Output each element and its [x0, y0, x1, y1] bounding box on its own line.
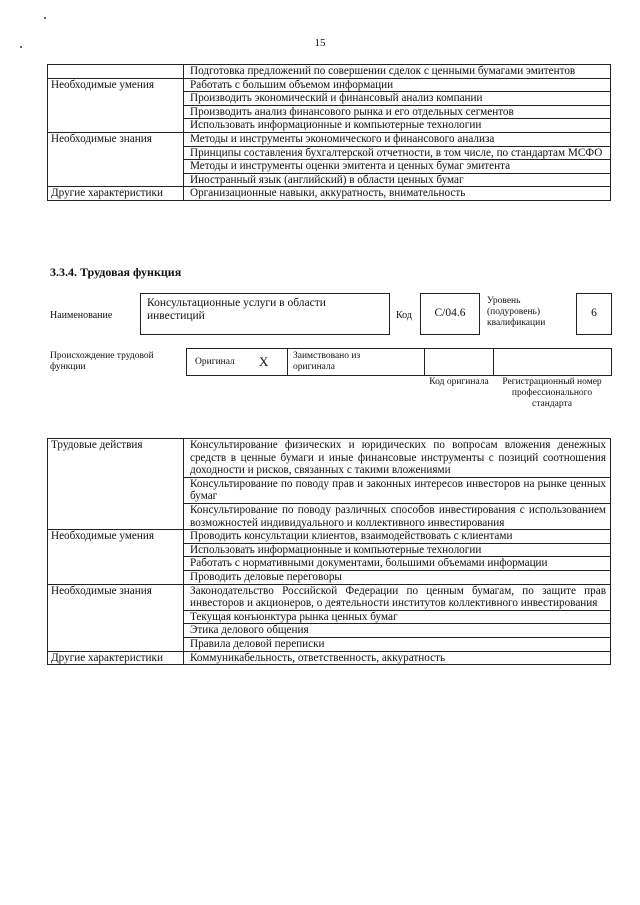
table-row	[48, 187, 611, 201]
scan-speck	[20, 46, 22, 48]
table-row	[48, 530, 611, 544]
table-skills-knowledge-continued	[47, 64, 611, 201]
table-row	[48, 584, 611, 610]
table-item-cell: Использовать информационные и компьютерные технологии	[184, 543, 611, 557]
table-item-cell: Проводить деловые переговоры	[184, 570, 611, 584]
table-label-cell	[48, 65, 184, 79]
table-item-cell: Текущая конъюнктура рынка ценных бумаг	[184, 610, 611, 624]
table-item-cell: Консультирование по поводу различных способов инвестирования с использованием возможностей индивидуального и коллективного инвестирования	[184, 503, 611, 529]
page-number: 15	[314, 37, 326, 49]
table-label-cell: Другие характеристики	[48, 187, 184, 201]
table-item-cell: Коммуникабельность, ответственность, аккуратность	[184, 651, 611, 665]
table-item-cell: Методы и инструменты оценки эмитента и ценных бумаг эмитента	[184, 160, 611, 174]
level-value-box	[576, 293, 612, 335]
table-label-cell: Необходимые умения	[48, 78, 184, 132]
table-row	[48, 78, 611, 92]
table-item-cell: Этика делового общения	[184, 624, 611, 638]
code-label: Код	[396, 310, 412, 321]
table-row	[48, 651, 611, 665]
code-value-box	[420, 293, 480, 335]
section-heading: 3.3.4. Трудовая функция	[50, 265, 182, 279]
name-label: Наименование	[50, 310, 113, 321]
table-item-cell: Организационные навыки, аккуратность, внимательность	[184, 187, 611, 201]
table-item-cell: Работать с нормативными документами, большими объемами информации	[184, 557, 611, 571]
original-label: Оригинал	[195, 357, 235, 367]
table-label-cell: Необходимые умения	[48, 530, 184, 584]
level-value: 6	[591, 307, 597, 319]
origin-label: Происхождение трудовой функции	[50, 351, 154, 372]
name-value-box	[140, 293, 390, 335]
table-row	[48, 132, 611, 146]
table-label-cell: Необходимые знания	[48, 584, 184, 651]
original-mark: X	[259, 354, 269, 369]
code-value: С/04.6	[434, 307, 466, 319]
table-item-cell: Производить анализ финансового рынка и его отдельных сегментов	[184, 105, 611, 119]
table-item-cell: Подготовка предложений по совершении сделок с ценными бумагами эмитентов	[184, 65, 611, 79]
registration-number-caption: Регистрационный номер профессионального стандарта	[502, 377, 602, 409]
table-item-cell: Правила деловой переписки	[184, 637, 611, 651]
registration-number-box	[493, 348, 612, 376]
scan-speck	[44, 17, 46, 19]
table-item-cell: Работать с большим объемом информации	[184, 78, 611, 92]
table-item-cell: Производить экономический и финансовый анализ компании	[184, 92, 611, 106]
borrowed-box	[287, 348, 425, 376]
table-row	[48, 65, 611, 79]
original-code-box	[424, 348, 494, 376]
table-item-cell: Использовать информационные и компьютерные технологии	[184, 119, 611, 133]
original-code-caption: Код оригинала	[429, 377, 489, 387]
table-item-cell: Консультирование физических и юридических по вопросам вложения денежных средств в ценные бумаги и иные финансовые инструменты с позиций соотношения доходности и рисков, связанных с такими вложениями	[184, 439, 611, 478]
level-label: Уровень (подуровень) квалификации	[487, 296, 546, 328]
table-label-cell: Другие характеристики	[48, 651, 184, 665]
table-item-cell: Методы и инструменты экономического и финансового анализа	[184, 132, 611, 146]
table-item-cell: Законодательство Российской Федерации по ценным бумагам, по защите прав инвесторов и акционеров, о деятельности институтов коллективного инвестирования	[184, 584, 611, 610]
table-label-cell: Необходимые знания	[48, 132, 184, 186]
name-value: Консультационные услуги в области инвестиций	[147, 297, 326, 322]
table-item-cell: Принципы составления бухгалтерской отчетности, в том числе, по стандартам МСФО	[184, 146, 611, 160]
original-box	[186, 348, 288, 376]
table-item-cell: Иностранный язык (английский) в области ценных бумаг	[184, 173, 611, 187]
table-item-cell: Проводить консультации клиентов, взаимодействовать с клиентами	[184, 530, 611, 544]
table-labor-actions	[47, 438, 611, 665]
table-item-cell: Консультирование по поводу прав и законных интересов инвесторов на рынке ценных бумаг	[184, 477, 611, 503]
table-row	[48, 439, 611, 478]
borrowed-label: Заимствовано из оригинала	[293, 351, 361, 372]
table-label-cell: Трудовые действия	[48, 439, 184, 530]
